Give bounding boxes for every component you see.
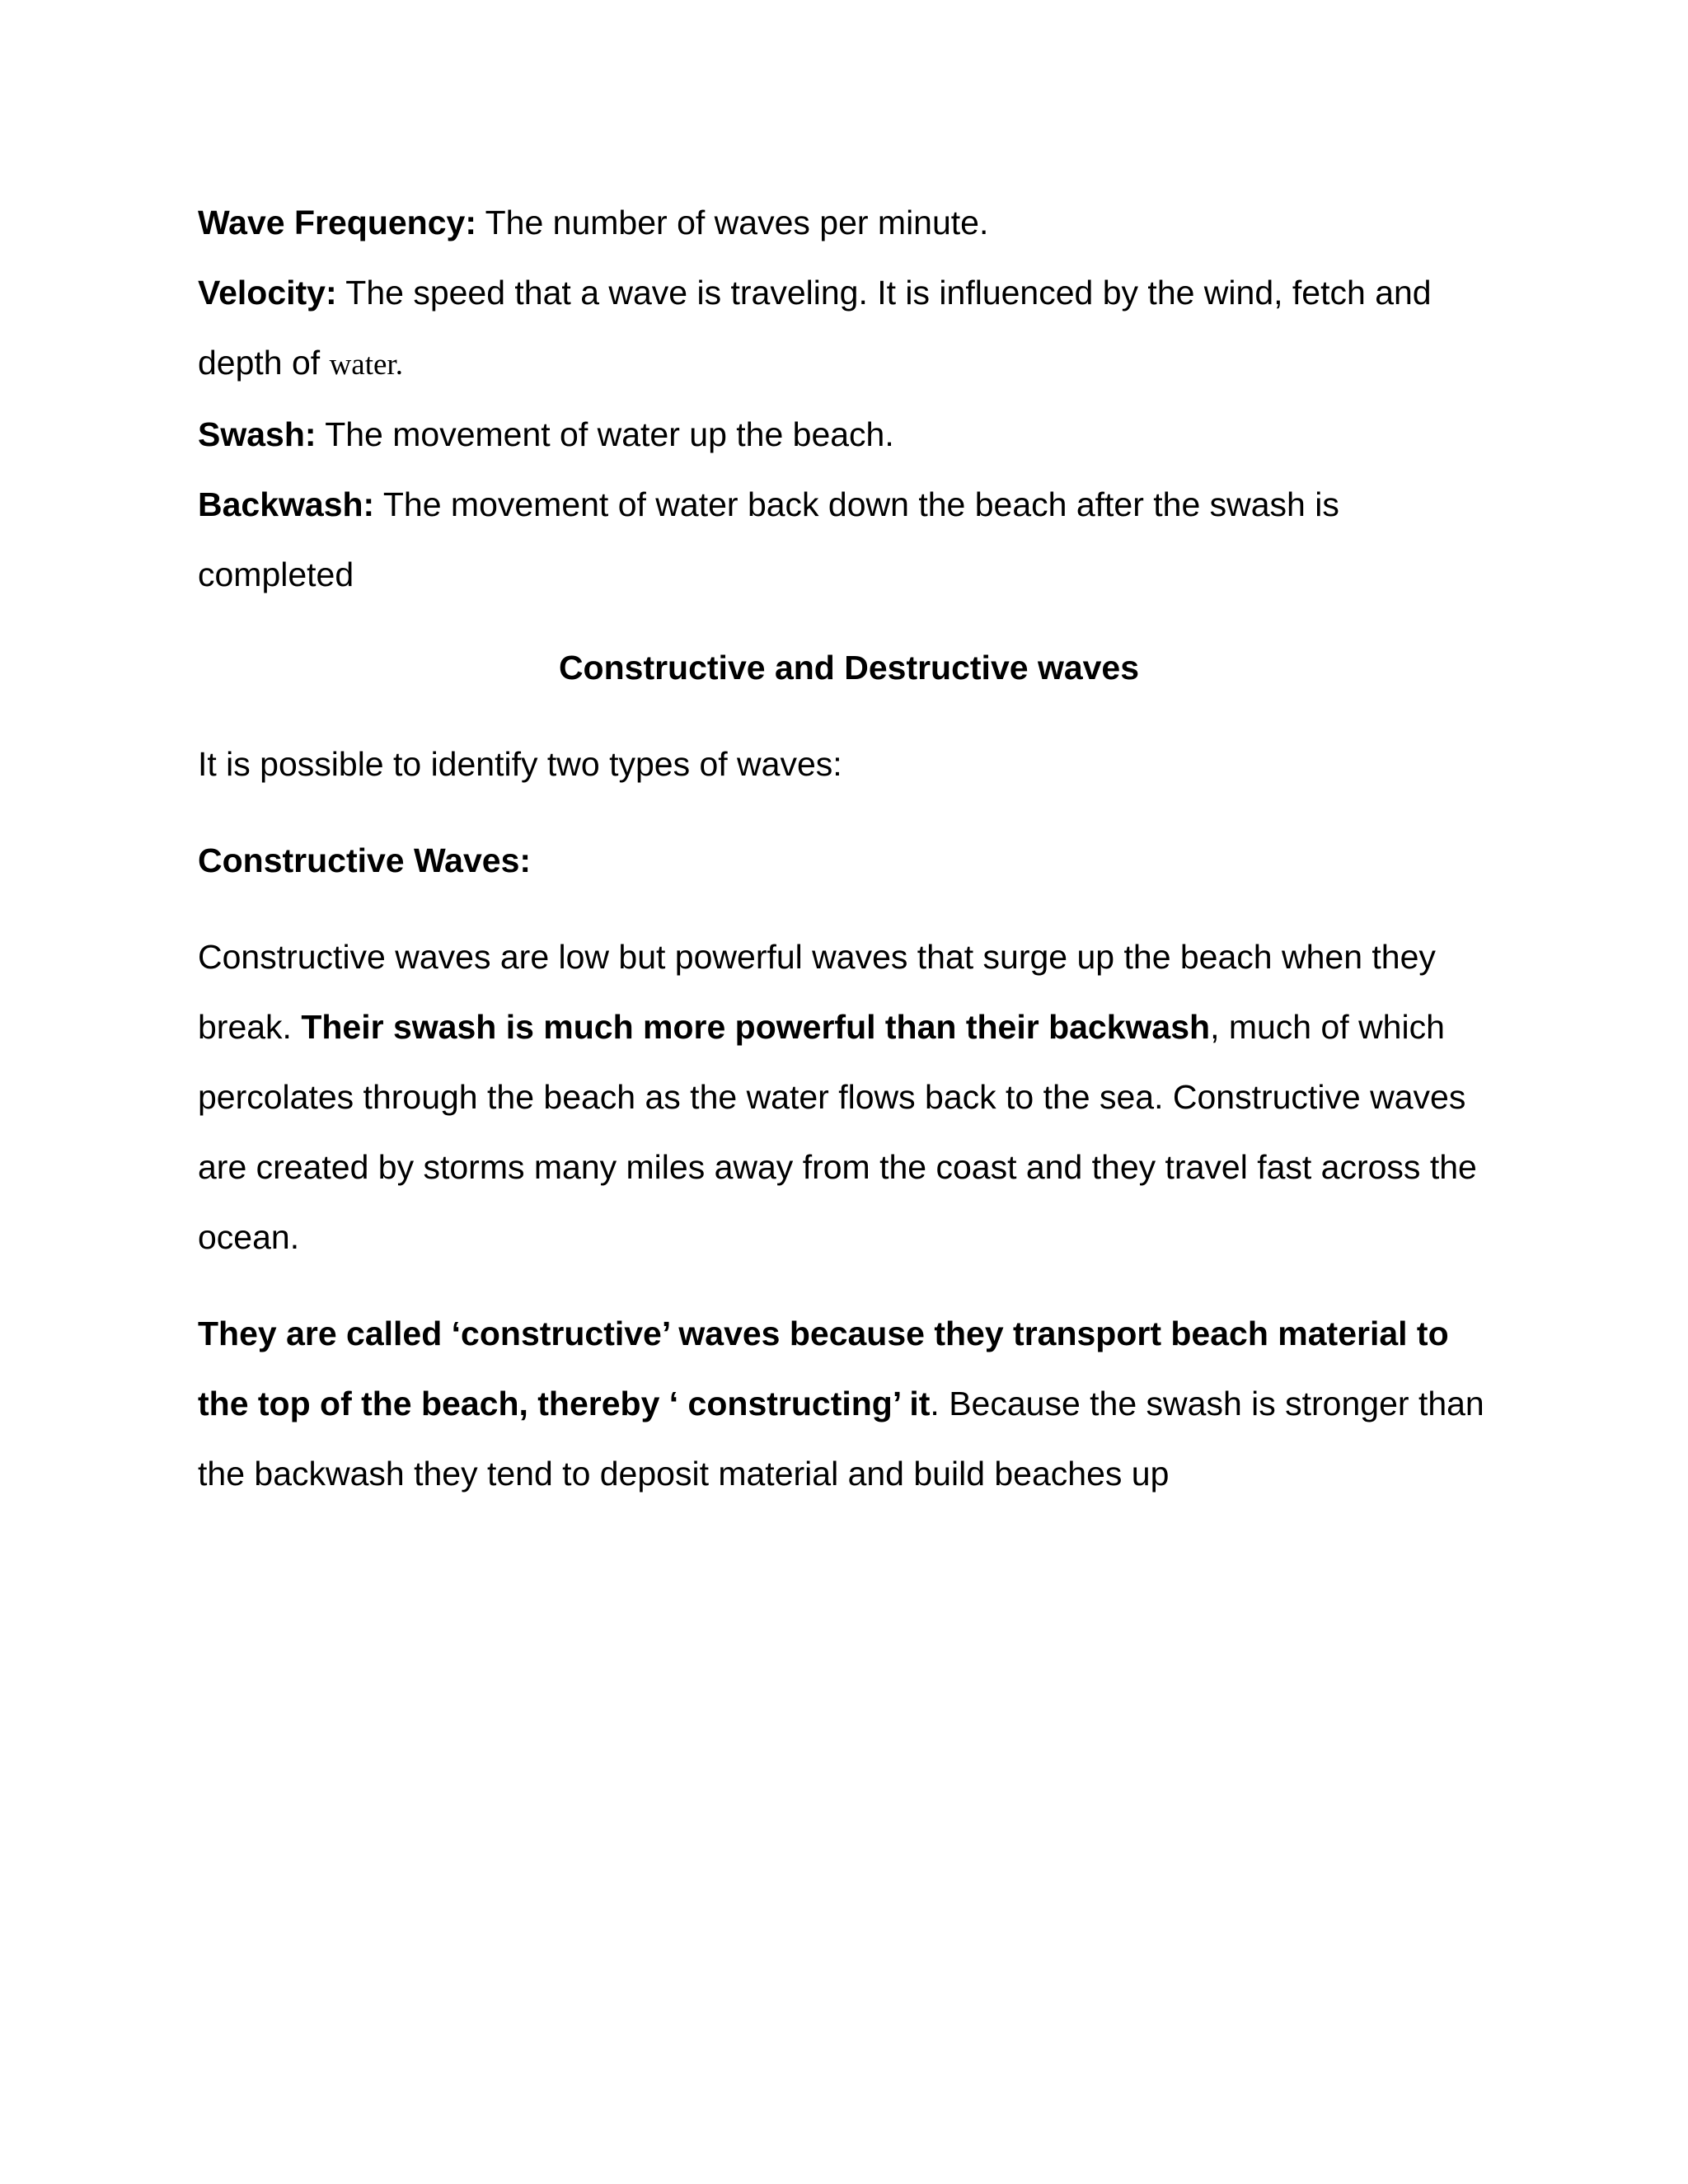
definition-text: The movement of water up the beach. [316,415,894,453]
paragraph-text: Constructive waves are low but powerful waves that surge up the beach when they break. [198,938,1436,1046]
term-swash: Swash: [198,415,316,453]
paragraph-bold-text: Their swash is much more powerful than their backwash [301,1008,1211,1046]
definition-text: The movement of water back down the beach after the swash is completed [198,485,1339,593]
definition-text: The speed that a wave is traveling. It is influenced by the wind, fetch and depth of [198,274,1432,382]
subheading-constructive-waves: Constructive Waves: [198,841,532,879]
definition-swash [198,400,1500,470]
section-heading: Constructive and Destructive waves [558,649,1140,687]
document-body [198,188,1500,1509]
term-backwash: Backwash: [198,485,375,523]
constructive-paragraph [198,922,1500,1272]
intro-paragraph: It is possible to identify two types of waves: [198,745,842,783]
definition-text-tail: water. [329,348,403,382]
paragraph-text: . Because the swash is stronger than the backwash they tend to deposit material and build beaches up [198,1385,1484,1493]
paragraph-bold-text: They are called ‘constructive’ waves because they transport beach material to the top of the beach, thereby ‘ constructing’ it [198,1315,1449,1422]
definition-wave-frequency [198,188,1500,258]
term-velocity: Velocity: [198,274,337,312]
definition-text: The number of waves per minute. [476,204,989,241]
constructive-explanation-paragraph [198,1299,1500,1509]
term-wave-frequency: Wave Frequency: [198,204,476,241]
paragraph-text: , much of which percolates through the beach as the water flows back to the sea. Constructive waves are created by storms many miles away from the coast and they travel fast across the ocean. [198,1008,1477,1256]
definition-backwash [198,470,1500,610]
definition-velocity [198,258,1500,400]
